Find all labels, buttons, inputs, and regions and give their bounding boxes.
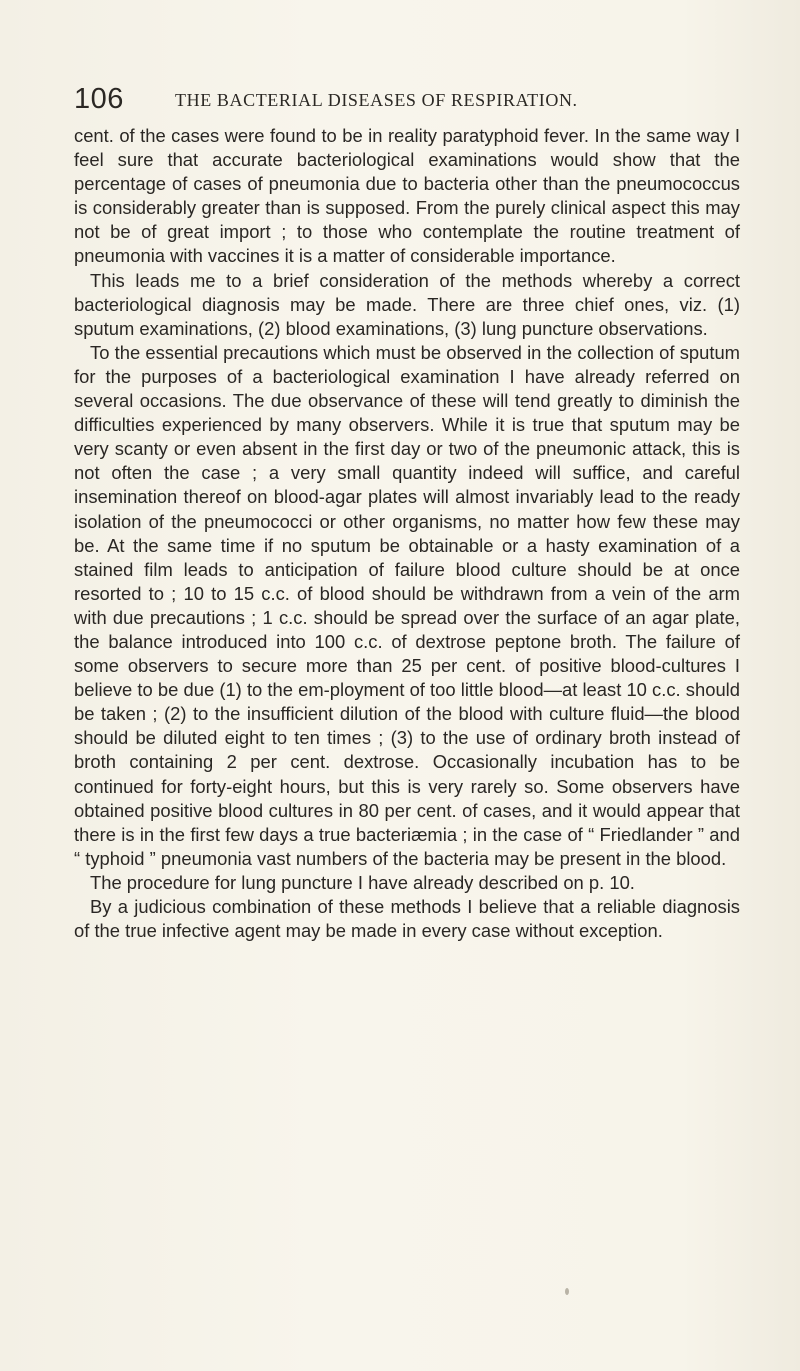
page-header [74, 82, 634, 118]
paragraph-conclusion: By a judicious combination of these methods I believe that a reliable diagnosis of the true infective agent may be made in every case without exception. [74, 896, 740, 942]
page-number: 106 [74, 83, 124, 115]
paragraph-lung-puncture: The procedure for lung puncture I have already described on p. 10. [90, 871, 635, 893]
paragraph-sputum-blood: To the essential precautions which must be observed in the collection of sputum for the purposes of a bacteriological examination I have already referred on several occasions. The due observance of these will tend greatly to diminish the difficulties experienced by many observers. While it is true that sputum may be very scanty or even absent in the first day or two of the pneumonic attack, this is not often the case ; a very small quantity indeed will suffice, and careful insemination thereof on blood-agar plates will almost invariably lead to the ready isolation of the pneumococci or other organisms, no matter how few these may be. At the same time if no sputum be obtainable or a hasty examination of a stained film leads to anticipation of failure blood culture should be at once resorted to ; 10 to 15 c.c. of blood should be withdrawn from a vein of the arm with due precautions ; 1 c.c. should be spread over the surface of an agar plate, the balance introduced into 100 c.c. of dextrose peptone broth. The failure of some observers to secure more than 25 per cent. of positive blood-cultures I believe to be due (1) to the em-ployment of too little blood—at least 10 c.c. should be taken ; (2) to the insufficient dilution of the blood with culture fluid—the blood should be diluted eight to ten times ; (3) to the use of ordinary broth instead of broth containing 2 per cent. dextrose. Occasionally incubation has to be continued for forty-eight hours, but this is very rarely so. Some observers have obtained positive blood cultures in 80 per cent. of cases, and it would appear that there is in the first few days a true bacteriæmia ; in the case of “ Friedlander ” and “ typhoid ” pneumonia vast numbers of the bacteria may be present in the blood. [74, 341, 740, 869]
paragraph-methods: This leads me to a brief consideration of the methods whereby a correct bacteriological diagnosis may be made. There are three chief ones, viz. (1) sputum examinations, (2) blood examinations, (3) lung puncture observations. [74, 269, 740, 339]
paper-speck [565, 1288, 569, 1295]
paragraph-continuation: cent. of the cases were found to be in reality paratyphoid fever. In the same way I feel sure that accurate bacteriological examinations would show that the percentage of cases of pneumonia due to bacteria other than the pneumococcus is considerably greater than is supposed. From the purely clinical aspect this may not be of great import ; to those who contemplate the routine treatment of pneumonia with vaccines it is a matter of considerable importance. [74, 125, 740, 267]
running-title: THE BACTERIAL DISEASES OF RESPIRATION. [175, 90, 578, 110]
body-text [74, 124, 740, 943]
